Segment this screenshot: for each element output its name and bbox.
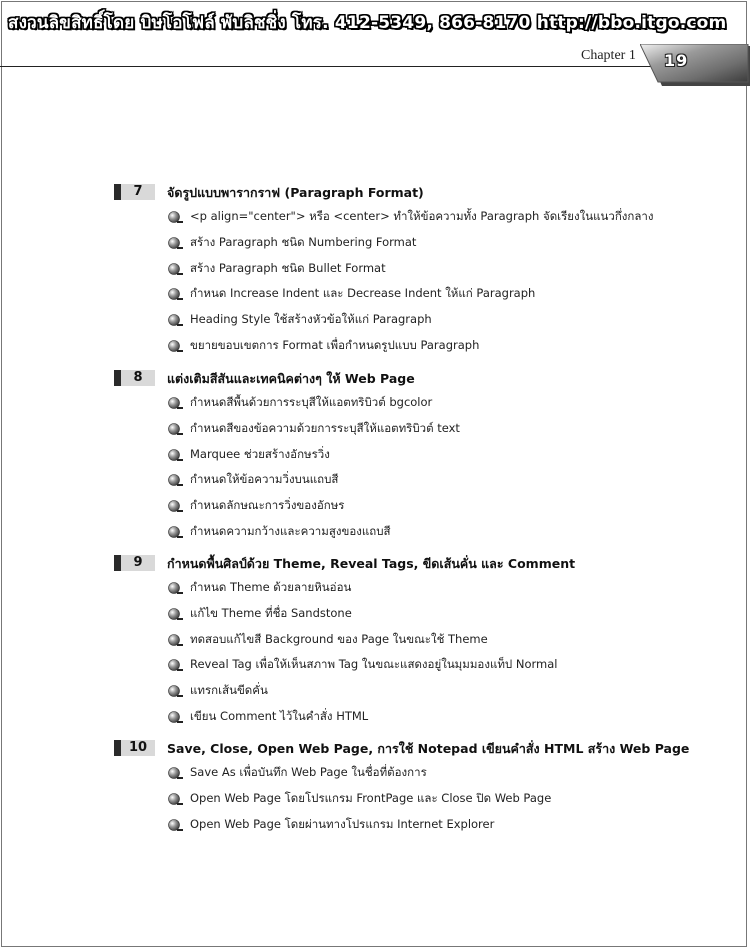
page-number-tab [640, 44, 750, 88]
list-item-text: กำหนดความกว้างและความสูงของแถบสี [190, 524, 391, 538]
section-number-badge: 7 [114, 184, 155, 200]
bullet-icon [168, 817, 183, 830]
bullet-icon [168, 235, 183, 248]
list-item-text: สร้าง Paragraph ชนิด Bullet Format [190, 261, 386, 275]
bullet-icon [168, 447, 183, 460]
list-item-text: Marquee ช่วยสร้างอักษรวิ่ง [190, 447, 330, 461]
bullet-icon [168, 632, 183, 645]
bullet-icon [168, 791, 183, 804]
list-item-text: สร้าง Paragraph ชนิด Numbering Format [190, 235, 417, 249]
section-title: แต่งเติมสีสันและเทคนิคต่างๆ ให้ Web Page [167, 371, 415, 386]
list-item-text: กำหนดให้ข้อความวิ่งบนแถบสี [190, 472, 339, 486]
list-item-text: Open Web Page โดยผ่านทางโปรแกรม Internet Explorer [190, 817, 495, 831]
section-title: Save, Close, Open Web Page, การใช้ Notepad เขียนคำสั่ง HTML สร้าง Web Page [167, 741, 690, 756]
section-number-badge: 10 [114, 740, 155, 756]
page-number: 19 [664, 51, 689, 70]
bullet-icon [168, 421, 183, 434]
header-banner [0, 0, 750, 40]
list-item-text: Save As เพื่อบันทึก Web Page ในชื่อที่ต้องการ [190, 765, 427, 779]
list-item-text: แทรกเส้นขีดคั่น [190, 683, 268, 697]
list-item-text: Heading Style ใช้สร้างหัวข้อให้แก่ Paragraph [190, 312, 432, 326]
bullet-icon [168, 765, 183, 778]
list-item-text: กำหนดสีพื้นด้วยการระบุสีให้แอตทริบิวต์ bgcolor [190, 395, 433, 409]
list-item-text: Open Web Page โดยโปรแกรม FrontPage และ Close ปิด Web Page [190, 791, 552, 805]
list-item-text: กำหนดสีของข้อความด้วยการระบุสีให้แอตทริบิวต์ text [190, 421, 460, 435]
list-item-text: <p align="center"> หรือ <center> ทำให้ข้อความทั้ง Paragraph จัดเรียงในแนวกึ่งกลาง [190, 209, 654, 223]
header-banner-text: สงวนลิขสิทธิ์โดย บิษโอโฟล์ พับลิชชิ่ง โทร. 412-5349, 866-8170 http://bbo.itgo.com [8, 13, 727, 33]
list-item-text: กำหนดลักษณะการวิ่งของอักษร [190, 498, 345, 512]
bullet-icon [168, 657, 183, 670]
section-title: จัดรูปแบบพารากราฟ (Paragraph Format) [167, 185, 424, 200]
list-item-text: แก้ไข Theme ที่ชื่อ Sandstone [190, 606, 352, 620]
bullet-icon [168, 395, 183, 408]
bullet-icon [168, 606, 183, 619]
bullet-icon [168, 580, 183, 593]
list-item-text: Reveal Tag เพื่อให้เห็นสภาพ Tag ในขณะแสดงอยู่ในมุมมองแท็ป Normal [190, 657, 558, 671]
bullet-icon [168, 209, 183, 222]
bullet-icon [168, 312, 183, 325]
bullet-icon [168, 683, 183, 696]
bullet-icon [168, 709, 183, 722]
section-title: กำหนดพื้นศิลป์ด้วย Theme, Reveal Tags, ขีดเส้นคั่น และ Comment [167, 556, 576, 571]
bullet-icon [168, 524, 183, 537]
bullet-icon [168, 472, 183, 485]
list-item-text: เขียน Comment ไว้ในคำสั่ง HTML [190, 709, 369, 723]
list-item-text: กำหนด Theme ด้วยลายหินอ่อน [190, 580, 352, 594]
list-item-text: ทดสอบแก้ไขสี Background ของ Page ในขณะใช้ Theme [190, 632, 488, 646]
bullet-icon [168, 338, 183, 351]
list-item-text: กำหนด Increase Indent และ Decrease Indent ให้แก่ Paragraph [190, 286, 536, 300]
bullet-icon [168, 498, 183, 511]
section-number-badge: 8 [114, 370, 155, 386]
section-number-badge: 9 [114, 555, 155, 571]
bullet-icon [168, 261, 183, 274]
bullet-icon [168, 286, 183, 299]
chapter-label: Chapter 1 [581, 48, 636, 63]
list-item-text: ขยายขอบเขตการ Format เพื่อกำหนดรูปแบบ Paragraph [190, 338, 480, 352]
header-rule [0, 66, 655, 67]
